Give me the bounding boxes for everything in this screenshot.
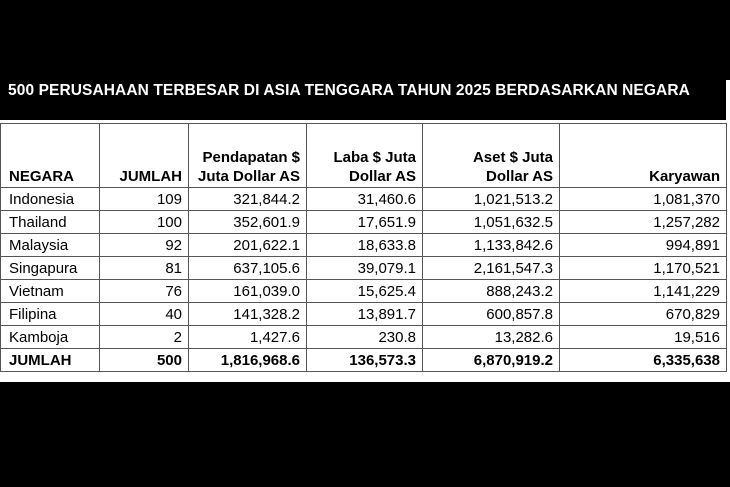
header-jumlah: JUMLAH [100, 124, 189, 188]
total-pendapatan: 1,816,968.6 [189, 349, 307, 372]
header-karyawan: Karyawan [560, 124, 727, 188]
cell-aset: 1,051,632.5 [423, 211, 560, 234]
cell-negara: Filipina [1, 303, 100, 326]
cell-jumlah: 81 [100, 257, 189, 280]
cell-pendapatan: 1,427.6 [189, 326, 307, 349]
cell-laba: 31,460.6 [307, 188, 423, 211]
cell-pendapatan: 141,328.2 [189, 303, 307, 326]
table-card [0, 80, 730, 382]
cell-jumlah: 76 [100, 280, 189, 303]
cell-pendapatan: 321,844.2 [189, 188, 307, 211]
cell-karyawan: 1,081,370 [560, 188, 727, 211]
table-row [1, 280, 727, 303]
cell-laba: 17,651.9 [307, 211, 423, 234]
table-title: 500 PERUSAHAAN TERBESAR DI ASIA TENGGARA TAHUN 2025 BERDASARKAN NEGARA [0, 80, 726, 120]
cell-pendapatan: 161,039.0 [189, 280, 307, 303]
total-row [1, 349, 727, 372]
total-aset: 6,870,919.2 [423, 349, 560, 372]
cell-karyawan: 1,141,229 [560, 280, 727, 303]
header-pendapatan: Pendapatan $ Juta Dollar AS [189, 124, 307, 188]
cell-aset: 888,243.2 [423, 280, 560, 303]
total-jumlah: 500 [100, 349, 189, 372]
cell-aset: 13,282.6 [423, 326, 560, 349]
cell-karyawan: 994,891 [560, 234, 727, 257]
table-row [1, 211, 727, 234]
cell-laba: 13,891.7 [307, 303, 423, 326]
cell-karyawan: 1,170,521 [560, 257, 727, 280]
cell-jumlah: 109 [100, 188, 189, 211]
cell-jumlah: 92 [100, 234, 189, 257]
cell-laba: 18,633.8 [307, 234, 423, 257]
cell-laba: 39,079.1 [307, 257, 423, 280]
total-laba: 136,573.3 [307, 349, 423, 372]
cell-negara: Malaysia [1, 234, 100, 257]
cell-laba: 15,625.4 [307, 280, 423, 303]
header-aset: Aset $ Juta Dollar AS [423, 124, 560, 188]
cell-negara: Singapura [1, 257, 100, 280]
header-negara: NEGARA [1, 124, 100, 188]
cell-aset: 600,857.8 [423, 303, 560, 326]
table-row [1, 257, 727, 280]
cell-negara: Thailand [1, 211, 100, 234]
cell-negara: Indonesia [1, 188, 100, 211]
header-laba: Laba $ Juta Dollar AS [307, 124, 423, 188]
table-row [1, 326, 727, 349]
cell-negara: Vietnam [1, 280, 100, 303]
table-row [1, 188, 727, 211]
total-karyawan: 6,335,638 [560, 349, 727, 372]
cell-karyawan: 19,516 [560, 326, 727, 349]
cell-aset: 2,161,547.3 [423, 257, 560, 280]
total-label: JUMLAH [1, 349, 100, 372]
cell-jumlah: 2 [100, 326, 189, 349]
cell-laba: 230.8 [307, 326, 423, 349]
cell-pendapatan: 201,622.1 [189, 234, 307, 257]
table-row [1, 234, 727, 257]
cell-karyawan: 670,829 [560, 303, 727, 326]
cell-jumlah: 100 [100, 211, 189, 234]
cell-jumlah: 40 [100, 303, 189, 326]
cell-pendapatan: 352,601.9 [189, 211, 307, 234]
cell-negara: Kamboja [1, 326, 100, 349]
header-row [1, 124, 727, 188]
cell-karyawan: 1,257,282 [560, 211, 727, 234]
table-row [1, 303, 727, 326]
cell-aset: 1,021,513.2 [423, 188, 560, 211]
data-table [0, 123, 727, 372]
cell-pendapatan: 637,105.6 [189, 257, 307, 280]
cell-aset: 1,133,842.6 [423, 234, 560, 257]
